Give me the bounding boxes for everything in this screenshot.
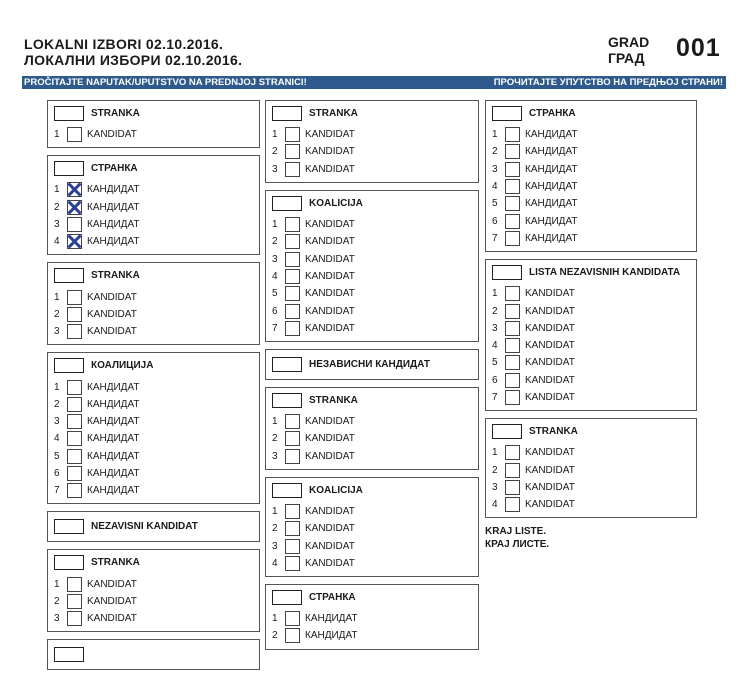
candidate-checkbox[interactable]: [505, 497, 520, 512]
section-checkbox[interactable]: [272, 357, 302, 372]
section-checkbox[interactable]: [272, 106, 302, 121]
candidate-checkbox[interactable]: [505, 196, 520, 211]
candidate-row: [272, 610, 478, 627]
candidate-label: KANDIDAT: [305, 163, 355, 175]
candidate-checkbox[interactable]: [285, 628, 300, 643]
candidate-number: 2: [272, 630, 278, 642]
candidate-checkbox[interactable]: [67, 217, 82, 232]
candidate-checkbox[interactable]: [67, 466, 82, 481]
city-latin: GRAD: [608, 34, 650, 50]
city-label: [608, 34, 649, 66]
candidate-number: 3: [54, 613, 60, 625]
candidate-row: [54, 448, 259, 465]
candidate-number: 1: [272, 416, 278, 428]
candidate-number: 1: [492, 288, 498, 300]
candidate-row: [492, 461, 696, 478]
candidate-number: 7: [272, 322, 278, 334]
candidate-checkbox[interactable]: [505, 445, 520, 460]
section-checkbox[interactable]: [492, 265, 522, 280]
candidate-row: [492, 178, 696, 195]
candidate-row: [54, 199, 259, 216]
section-checkbox[interactable]: [272, 590, 302, 605]
candidate-number: 4: [492, 181, 498, 193]
section-title: KOALICIJA: [309, 484, 363, 496]
candidate-checkbox[interactable]: [67, 290, 82, 305]
candidate-number: 6: [272, 305, 278, 317]
candidate-number: 2: [492, 305, 498, 317]
candidate-number: 4: [54, 433, 60, 445]
candidate-row: [492, 302, 696, 319]
section-header: [272, 196, 478, 211]
candidate-row: [54, 610, 259, 627]
end-of-list: [485, 525, 697, 551]
candidate-number: 5: [272, 288, 278, 300]
candidate-row: [54, 181, 259, 198]
candidate-label: КАНДИДАТ: [525, 198, 578, 210]
candidate-label: KANDIDAT: [87, 613, 137, 625]
candidate-number: 1: [54, 578, 60, 590]
candidate-number: 4: [272, 270, 278, 282]
candidate-row: [54, 126, 259, 143]
candidate-checkbox-marked[interactable]: [67, 182, 82, 197]
candidate-label: KANDIDAT: [87, 595, 137, 607]
candidate-label: KANDIDAT: [305, 416, 355, 428]
candidate-row: [54, 413, 259, 430]
ballot-column-3: [485, 100, 697, 551]
candidate-number: 2: [54, 201, 60, 213]
candidate-number: 2: [492, 146, 498, 158]
title-cyrillic: ЛОКАЛНИ ИЗБОРИ 02.10.2016.: [24, 52, 243, 68]
candidate-number: 4: [492, 340, 498, 352]
candidate-label: KANDIDAT: [525, 322, 575, 334]
candidate-label: KANDIDAT: [305, 450, 355, 462]
candidate-label: KANDIDAT: [525, 481, 575, 493]
section-header: [54, 106, 259, 121]
candidate-checkbox[interactable]: [285, 556, 300, 571]
candidate-label: KANDIDAT: [305, 506, 355, 517]
candidate-row: [492, 479, 696, 496]
candidate-number: 6: [492, 374, 498, 386]
candidate-label: КАНДИДАТ: [305, 613, 358, 625]
candidate-label: KANDIDAT: [87, 291, 137, 303]
section-checkbox[interactable]: [492, 424, 522, 439]
candidate-label: КАНДИДАТ: [525, 146, 578, 158]
ballot-section: [265, 584, 479, 650]
candidate-row: [272, 126, 478, 143]
section-header: [272, 106, 478, 121]
candidate-label: KANDIDAT: [525, 374, 575, 386]
candidate-checkbox[interactable]: [285, 234, 300, 249]
candidate-checkbox[interactable]: [67, 449, 82, 464]
candidate-checkbox[interactable]: [285, 539, 300, 554]
candidate-label: KANDIDAT: [305, 540, 355, 552]
candidate-row: [492, 285, 696, 302]
candidate-row: [272, 430, 478, 447]
candidate-row: [272, 503, 478, 520]
candidate-row: [54, 465, 259, 482]
candidate-checkbox[interactable]: [285, 504, 300, 519]
candidate-row: [272, 302, 478, 319]
ballot-section: [47, 100, 260, 148]
section-title: NEZAVISNI KANDIDAT: [91, 521, 198, 533]
candidate-label: КАНДИДАТ: [87, 450, 140, 462]
candidate-label: KANDIDAT: [305, 305, 355, 317]
candidate-checkbox[interactable]: [505, 463, 520, 478]
candidate-checkbox[interactable]: [505, 127, 520, 142]
candidate-checkbox[interactable]: [67, 483, 82, 498]
candidate-number: 1: [272, 129, 278, 141]
candidate-number: 2: [272, 146, 278, 158]
ballot-section: [47, 549, 260, 632]
candidate-row: [492, 143, 696, 160]
candidate-checkbox[interactable]: [67, 127, 82, 142]
candidate-row: [492, 320, 696, 337]
candidate-number: 3: [272, 540, 278, 552]
ballot-section: [47, 511, 260, 542]
section-checkbox[interactable]: [54, 555, 84, 570]
candidate-label: KANDIDAT: [525, 288, 575, 300]
section-header: [54, 647, 259, 662]
candidate-checkbox[interactable]: [285, 286, 300, 301]
candidate-row: [54, 575, 259, 592]
candidate-row: [54, 378, 259, 395]
candidate-label: KANDIDAT: [87, 129, 137, 141]
candidate-label: КАНДИДАТ: [525, 163, 578, 175]
candidate-row: [272, 285, 478, 302]
candidate-number: 2: [272, 433, 278, 445]
candidate-number: 3: [54, 326, 60, 338]
candidate-checkbox[interactable]: [285, 449, 300, 464]
candidate-number: 6: [54, 468, 60, 479]
section-title: STRANKA: [91, 270, 140, 282]
candidate-row: [492, 496, 696, 513]
candidate-checkbox[interactable]: [505, 286, 520, 301]
candidate-checkbox-marked[interactable]: [67, 200, 82, 215]
ballot-section: [265, 349, 479, 380]
ballot-section: [485, 259, 697, 411]
candidate-row: [272, 250, 478, 267]
candidate-row: [272, 233, 478, 250]
section-title: STRANKA: [529, 426, 578, 438]
candidate-number: 7: [492, 392, 498, 403]
candidate-row: [492, 212, 696, 229]
ballot-section: [47, 262, 260, 345]
candidate-label: КАНДИДАТ: [87, 398, 140, 410]
candidate-label: KANDIDAT: [525, 357, 575, 369]
candidate-number: 1: [54, 381, 60, 393]
section-title: КОАЛИЦИЈА: [91, 360, 154, 372]
candidate-number: 6: [492, 215, 498, 227]
ballot-section: [47, 155, 260, 255]
section-checkbox[interactable]: [54, 106, 84, 121]
candidate-label: KANDIDAT: [305, 433, 355, 445]
candidate-row: [492, 230, 696, 247]
candidate-checkbox[interactable]: [285, 162, 300, 177]
instruction-bar: [22, 76, 726, 89]
candidate-row: [492, 389, 696, 406]
section-checkbox[interactable]: [54, 161, 84, 176]
candidate-checkbox[interactable]: [505, 304, 520, 319]
ballot-section: [47, 639, 260, 670]
candidate-label: КАНДИДАТ: [525, 181, 578, 193]
candidate-row: [54, 482, 259, 499]
candidate-checkbox[interactable]: [285, 611, 300, 626]
section-header: [54, 555, 259, 570]
section-header: [492, 424, 696, 439]
section-title: НЕЗАВИСНИ КАНДИДАТ: [309, 358, 431, 370]
ballot-section: [265, 477, 479, 577]
candidate-checkbox[interactable]: [505, 355, 520, 370]
section-title: СТРАНКА: [309, 592, 356, 604]
city-cyrillic: ГРАД: [608, 50, 645, 66]
candidate-checkbox[interactable]: [67, 397, 82, 412]
candidate-checkbox[interactable]: [505, 338, 520, 353]
candidate-number: 3: [272, 163, 278, 175]
candidate-row: [272, 413, 478, 430]
ballot-section: [265, 387, 479, 470]
candidate-label: KANDIDAT: [87, 326, 137, 338]
ballot-title: [24, 36, 242, 68]
candidate-number: 2: [54, 308, 60, 320]
candidate-row: [272, 520, 478, 537]
ballot-number: 001: [676, 34, 721, 62]
candidate-label: КАНДИДАТ: [87, 381, 140, 393]
section-title: СТРАНКА: [91, 163, 138, 175]
section-header: [54, 268, 259, 283]
candidate-checkbox[interactable]: [67, 594, 82, 609]
section-header: [492, 265, 696, 280]
candidate-checkbox[interactable]: [67, 414, 82, 429]
candidate-row: [272, 216, 478, 233]
candidate-number: 3: [272, 450, 278, 462]
instruction-latin: PROČITAJTE NAPUTAK/UPUTSTVO NA PREDNJOJ STRANICI!: [24, 77, 307, 88]
candidate-checkbox[interactable]: [67, 380, 82, 395]
instruction-cyrillic: ПРОЧИТАЈТЕ УПУТСТВО НА ПРЕДЊОЈ СТРАНИ!: [493, 77, 723, 88]
candidate-number: 7: [54, 485, 60, 497]
candidate-checkbox[interactable]: [505, 179, 520, 194]
candidate-row: [54, 323, 259, 340]
candidate-number: 5: [492, 198, 498, 210]
section-header: [492, 106, 696, 121]
section-header: [272, 483, 478, 498]
candidate-label: КАНДИДАТ: [87, 236, 140, 248]
section-checkbox[interactable]: [272, 196, 302, 211]
candidate-checkbox[interactable]: [67, 577, 82, 592]
candidate-checkbox[interactable]: [505, 231, 520, 246]
candidate-checkbox[interactable]: [285, 304, 300, 319]
candidate-label: KANDIDAT: [525, 499, 575, 511]
candidate-label: KANDIDAT: [525, 340, 575, 352]
candidate-checkbox[interactable]: [285, 269, 300, 284]
candidate-label: KANDIDAT: [305, 288, 355, 300]
candidate-number: 2: [54, 595, 60, 607]
end-of-list-cyrillic: КРАЈ ЛИСТЕ.: [485, 539, 550, 551]
candidate-checkbox[interactable]: [285, 252, 300, 267]
candidate-row: [272, 627, 478, 644]
candidate-number: 7: [492, 232, 498, 244]
candidate-checkbox[interactable]: [505, 321, 520, 336]
candidate-label: KANDIDAT: [525, 392, 575, 403]
candidate-row: [272, 161, 478, 178]
candidate-label: КАНДИДАТ: [87, 485, 140, 497]
candidate-number: 5: [54, 450, 60, 462]
candidate-row: [492, 126, 696, 143]
candidate-number: 1: [492, 129, 498, 141]
candidate-row: [54, 593, 259, 610]
candidate-row: [492, 195, 696, 212]
candidate-row: [492, 444, 696, 461]
section-title: STRANKA: [309, 394, 358, 406]
end-of-list-latin: KRAJ LISTE.: [485, 526, 547, 538]
candidate-checkbox[interactable]: [505, 214, 520, 229]
candidate-label: KANDIDAT: [305, 523, 355, 535]
candidate-number: 2: [492, 464, 498, 476]
candidate-number: 1: [272, 219, 278, 231]
candidate-checkbox[interactable]: [285, 217, 300, 232]
candidate-number: 3: [492, 322, 498, 334]
candidate-label: КАНДИДАТ: [305, 630, 358, 642]
section-checkbox[interactable]: [272, 393, 302, 408]
candidate-row: [54, 396, 259, 413]
section-checkbox[interactable]: [54, 647, 84, 662]
ballot-section: [485, 418, 697, 518]
candidate-number: 3: [492, 481, 498, 493]
candidate-checkbox[interactable]: [505, 480, 520, 495]
candidate-label: КАНДИДАТ: [87, 201, 140, 213]
candidate-checkbox[interactable]: [285, 414, 300, 429]
candidate-label: КАНДИДАТ: [87, 219, 140, 231]
section-checkbox[interactable]: [492, 106, 522, 121]
section-checkbox[interactable]: [272, 483, 302, 498]
candidate-row: [272, 268, 478, 285]
candidate-checkbox[interactable]: [285, 431, 300, 446]
section-title: STRANKA: [91, 108, 140, 119]
ballot-section: [265, 100, 479, 183]
candidate-number: 3: [272, 253, 278, 265]
candidate-row: [492, 161, 696, 178]
candidate-row: [272, 320, 478, 337]
section-title: STRANKA: [309, 108, 358, 119]
candidate-label: KANDIDAT: [305, 253, 355, 265]
candidate-checkbox[interactable]: [67, 307, 82, 322]
candidate-row: [492, 337, 696, 354]
candidate-row: [54, 430, 259, 447]
candidate-label: КАНДИДАТ: [525, 129, 578, 141]
candidate-label: КАНДИДАТ: [87, 468, 140, 479]
candidate-checkbox[interactable]: [67, 431, 82, 446]
candidate-row: [54, 216, 259, 233]
candidate-label: КАНДИДАТ: [525, 215, 578, 227]
ballot-section: [485, 100, 697, 252]
candidate-label: KANDIDAT: [305, 146, 355, 158]
candidate-row: [272, 555, 478, 572]
candidate-number: 1: [54, 129, 60, 141]
candidate-row: [492, 372, 696, 389]
candidate-number: 5: [492, 357, 498, 369]
candidate-label: KANDIDAT: [305, 270, 355, 282]
candidate-label: KANDIDAT: [87, 308, 137, 320]
candidate-label: KANDIDAT: [305, 322, 355, 334]
candidate-checkbox[interactable]: [67, 324, 82, 339]
candidate-checkbox[interactable]: [505, 373, 520, 388]
section-checkbox[interactable]: [54, 268, 84, 283]
candidate-number: 4: [272, 557, 278, 569]
candidate-number: 2: [54, 398, 60, 410]
candidate-number: 1: [272, 506, 278, 517]
candidate-number: 2: [272, 236, 278, 248]
candidate-checkbox[interactable]: [285, 321, 300, 336]
candidate-number: 1: [272, 613, 278, 625]
candidate-label: KANDIDAT: [305, 236, 355, 248]
candidate-label: КАНДИДАТ: [87, 184, 140, 196]
candidate-row: [272, 448, 478, 465]
candidate-label: КАНДИДАТ: [87, 416, 140, 428]
candidate-checkbox[interactable]: [505, 162, 520, 177]
candidate-number: 1: [54, 184, 60, 196]
candidate-row: [492, 354, 696, 371]
candidate-number: 1: [492, 447, 498, 459]
candidate-label: KANDIDAT: [305, 557, 355, 569]
candidate-number: 4: [492, 499, 498, 511]
candidate-checkbox[interactable]: [505, 390, 520, 405]
candidate-checkbox[interactable]: [285, 127, 300, 142]
section-header: [54, 161, 259, 176]
candidate-checkbox-marked[interactable]: [67, 234, 82, 249]
section-header: [272, 590, 478, 605]
candidate-label: КАНДИДАТ: [525, 232, 578, 244]
section-header: [272, 357, 478, 372]
candidate-label: KANDIDAT: [525, 305, 575, 317]
candidate-label: KANDIDAT: [305, 219, 355, 231]
candidate-label: KANDIDAT: [87, 578, 137, 590]
candidate-label: КАНДИДАТ: [87, 433, 140, 445]
section-checkbox[interactable]: [54, 358, 84, 373]
ballot-column-1: [47, 100, 260, 677]
section-checkbox[interactable]: [54, 519, 84, 534]
candidate-label: KANDIDAT: [525, 447, 575, 459]
candidate-checkbox[interactable]: [67, 611, 82, 626]
candidate-row: [272, 537, 478, 554]
candidate-checkbox[interactable]: [505, 144, 520, 159]
candidate-number: 1: [54, 291, 60, 303]
candidate-label: KANDIDAT: [305, 129, 355, 141]
section-title: STRANKA: [91, 557, 140, 569]
title-latin: LOKALNI IZBORI 02.10.2016.: [24, 36, 224, 52]
candidate-row: [54, 233, 259, 250]
candidate-number: 2: [272, 523, 278, 535]
candidate-checkbox[interactable]: [285, 521, 300, 536]
section-title: СТРАНКА: [529, 108, 576, 119]
ballot-column-2: [265, 100, 479, 657]
candidate-checkbox[interactable]: [285, 144, 300, 159]
ballot-section: [47, 352, 260, 504]
candidate-number: 4: [54, 236, 60, 248]
ballot-section: [265, 190, 479, 342]
candidate-number: 3: [54, 219, 60, 231]
candidate-row: [272, 143, 478, 160]
candidate-row: [54, 288, 259, 305]
section-header: [54, 358, 259, 373]
candidate-row: [54, 306, 259, 323]
candidate-number: 3: [492, 163, 498, 175]
section-title: LISTA NEZAVISNIH KANDIDATA: [529, 267, 681, 279]
section-header: [54, 519, 259, 534]
section-title: KOALICIJA: [309, 197, 363, 209]
section-header: [272, 393, 478, 408]
candidate-label: KANDIDAT: [525, 464, 575, 476]
candidate-number: 3: [54, 416, 60, 428]
